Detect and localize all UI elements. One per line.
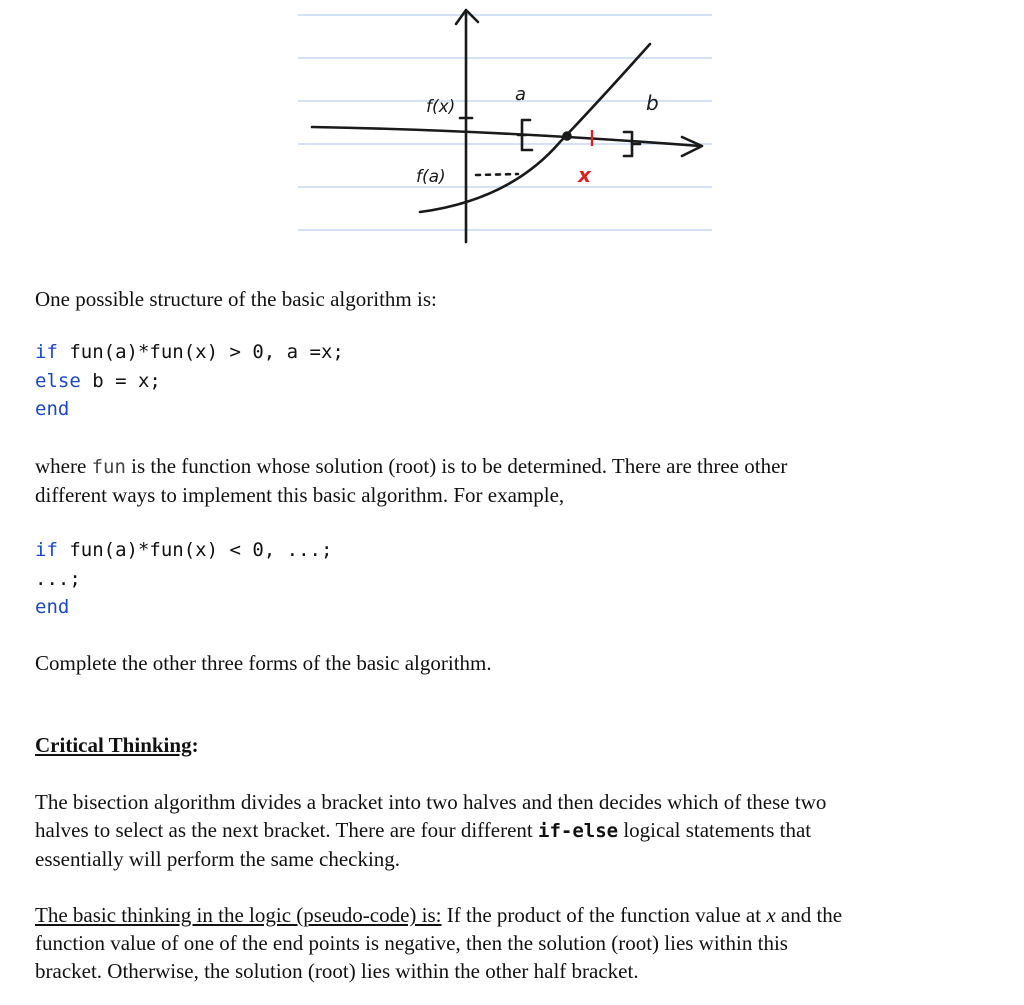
code-block-2 — [35, 536, 332, 622]
critical-thinking-heading — [35, 733, 199, 758]
para-text: different ways to implement this basic algorithm. For example, — [35, 483, 565, 507]
where-paragraph — [35, 452, 995, 509]
code-text: b = x; — [80, 369, 161, 392]
para-text: essentially will perform the same checking. — [35, 847, 401, 871]
intro-paragraph: One possible structure of the basic algorithm is: — [35, 287, 437, 311]
code-text: fun(a)*fun(x) < 0, ...; — [57, 539, 333, 561]
para-text: logical statements that — [618, 818, 812, 842]
para-text: If the product of the function value at — [441, 903, 767, 927]
para-text: function value of one of the end points is negative, then the solution (root) lies within this — [35, 931, 788, 955]
para-text: bracket. Otherwise, the solution (root) lies within the other half bracket. — [35, 959, 639, 983]
para-text: where — [35, 454, 92, 478]
a-label: a — [515, 84, 527, 105]
code-text: fun(a)*fun(x) > 0, a =x; — [57, 341, 344, 363]
heading-text: Critical Thinking — [35, 733, 192, 757]
fa-label: f(a) — [416, 167, 446, 187]
heading-colon: : — [191, 733, 199, 757]
code-keyword: else — [35, 369, 81, 392]
root-dot — [564, 133, 571, 140]
fx-label: f(x) — [426, 97, 456, 117]
x-label: x — [578, 163, 591, 187]
complete-paragraph: Complete the other three forms of the basic algorithm. — [35, 651, 492, 675]
bisection-figure — [290, 0, 720, 250]
code-keyword: if — [35, 539, 58, 561]
para-text: halves to select as the next bracket. There are four different — [35, 818, 538, 842]
code-keyword: if — [35, 341, 58, 363]
code-keyword: end — [35, 398, 70, 420]
inline-code-fun: fun — [91, 456, 126, 478]
code-text: ...; — [35, 567, 81, 590]
para-text: and the — [775, 903, 843, 927]
code-block-1 — [35, 338, 344, 424]
inline-code-if-else: if-else — [538, 820, 619, 842]
b-label: b — [646, 91, 659, 115]
x-axis — [312, 127, 700, 146]
underlined-text: The basic thinking in the logic (pseudo-code) is: — [35, 903, 442, 927]
code-keyword: end — [35, 596, 70, 618]
bisection-paragraph — [35, 788, 995, 873]
para-text: is the function whose solution (root) is to be determined. There are three other — [125, 454, 788, 478]
bisection-sketch — [290, 0, 720, 250]
para-text: The bisection algorithm divides a bracket into two halves and then decides which of these two — [35, 790, 827, 814]
variable-x: x — [766, 903, 776, 927]
ruled-lines — [298, 15, 712, 230]
logic-paragraph — [35, 901, 995, 985]
fa-dotted-line — [476, 174, 518, 175]
